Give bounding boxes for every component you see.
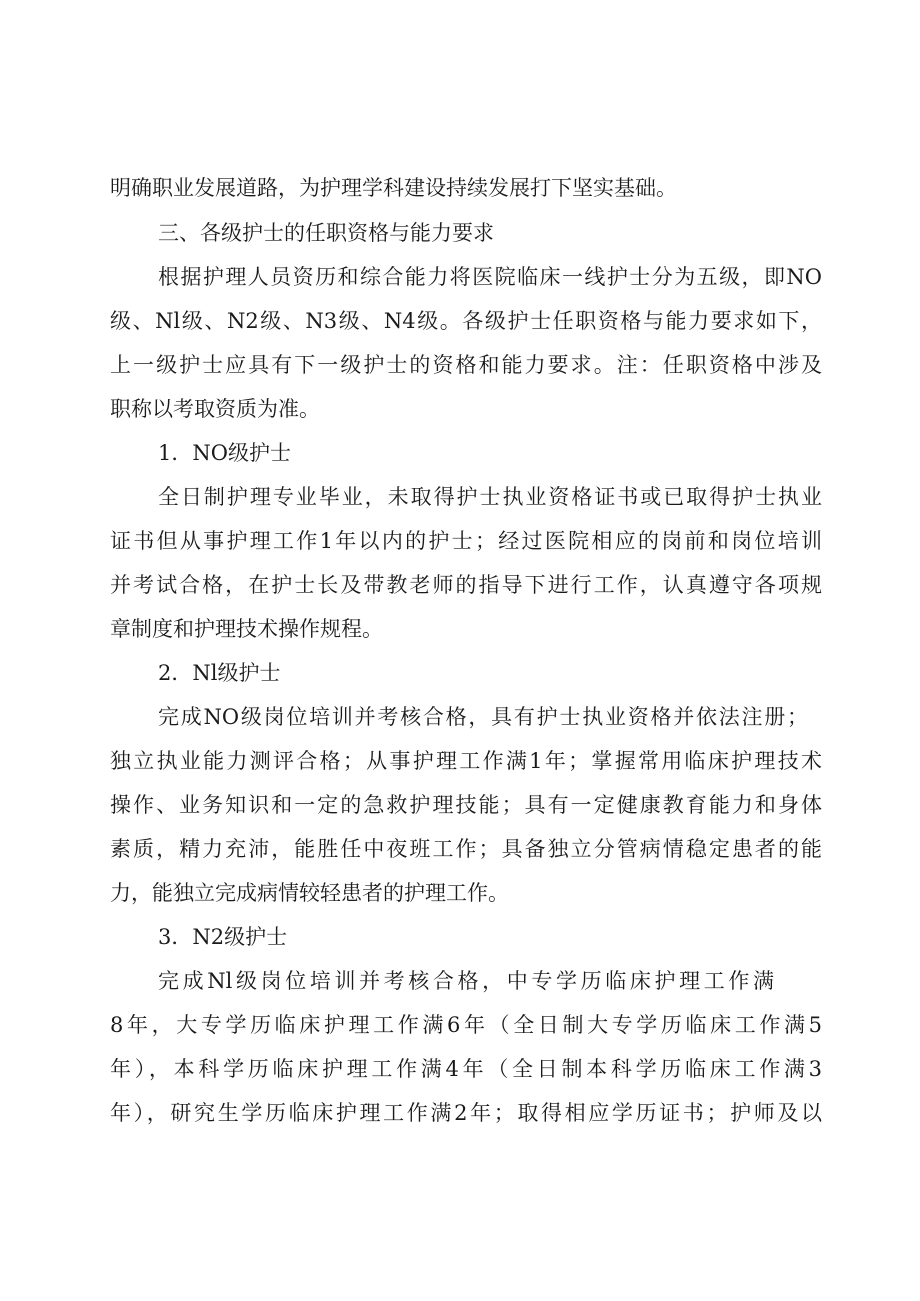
paragraph-line: 级、Nl级、N2级、N3级、N4级。各级护士任职资格与能力要求如下， <box>110 309 822 333</box>
paragraph-continuation-line: 明确职业发展道路，为护理学科建设持续发展打下坚实基础。 <box>110 176 677 200</box>
subsection-heading-n2: 3．N2级护士 <box>158 925 288 949</box>
paragraph-line: 证书但从事护理工作1年以内的护士；经过医院相应的岗前和岗位培训 <box>110 529 822 553</box>
paragraph-line: 根据护理人员资历和综合能力将医院临床一线护士分为五级，即NO <box>158 265 822 289</box>
paragraph-line: 上一级护士应具有下一级护士的资格和能力要求。注：任职资格中涉及 <box>110 353 822 377</box>
paragraph-line: 素质，精力充沛，能胜任中夜班工作；具备独立分管病情稳定患者的能 <box>110 837 822 861</box>
paragraph-line: 操作、业务知识和一定的急救护理技能；具有一定健康教育能力和身体 <box>110 793 822 817</box>
paragraph-line: 职称以考取资质为准。 <box>110 397 320 421</box>
paragraph-line: 完成Nl级岗位培训并考核合格，中专学历临床护理工作满 <box>158 969 774 993</box>
paragraph-line: 独立执业能力测评合格；从事护理工作满1年；掌握常用临床护理技术 <box>110 749 822 773</box>
paragraph-line: 年），研究生学历临床护理工作满2年；取得相应学历证书；护师及以 <box>110 1101 822 1125</box>
subsection-heading-n0: 1．NO级护士 <box>158 441 291 465</box>
section-heading: 三、各级护士的任职资格与能力要求 <box>158 221 494 245</box>
paragraph-line: 力，能独立完成病情较轻患者的护理工作。 <box>110 881 509 905</box>
paragraph-line: 8年，大专学历临床护理工作满6年（全日制大专学历临床工作满5 <box>110 1013 822 1037</box>
paragraph-line: 全日制护理专业毕业，未取得护士执业资格证书或已取得护士执业 <box>158 485 822 509</box>
paragraph-line: 章制度和护理技术操作规程。 <box>110 617 383 641</box>
subsection-heading-n1: 2．Nl级护士 <box>158 661 281 685</box>
paragraph-line: 完成NO级岗位培训并考核合格，具有护士执业资格并依法注册； <box>158 705 808 729</box>
paragraph-line: 年），本科学历临床护理工作满4年（全日制本科学历临床工作满3 <box>110 1057 822 1081</box>
paragraph-line: 并考试合格，在护士长及带教老师的指导下进行工作，认真遵守各项规 <box>110 573 822 597</box>
